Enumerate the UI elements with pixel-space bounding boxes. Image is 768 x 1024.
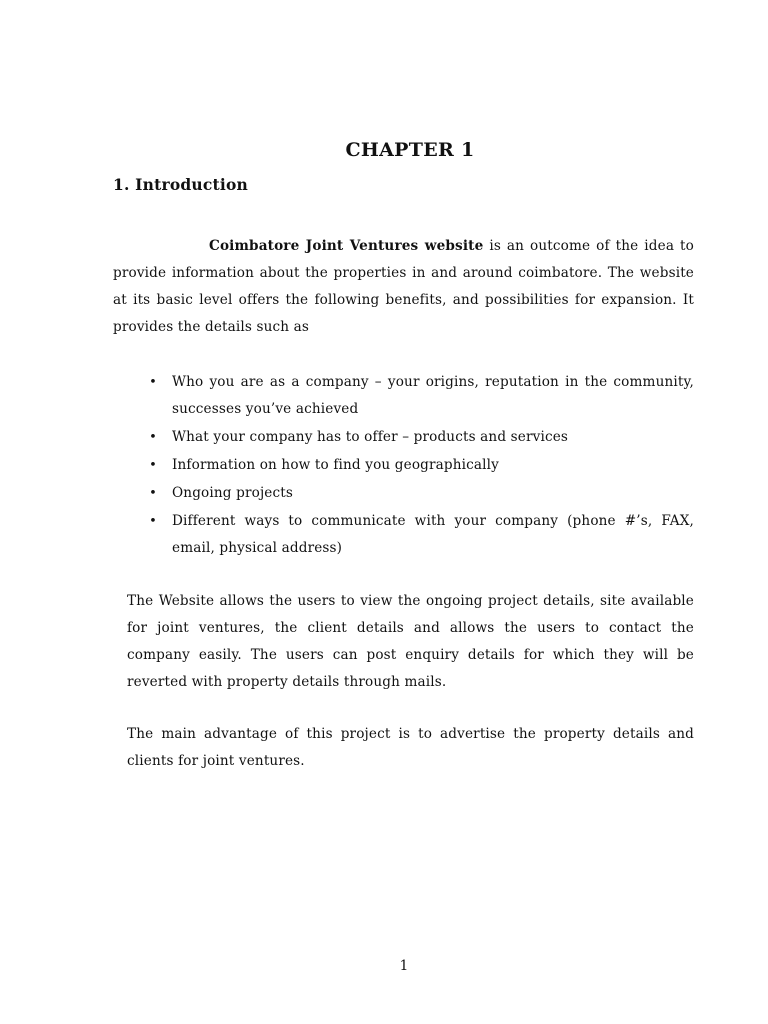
list-item xyxy=(148,369,694,423)
list-item-text: Ongoing projects xyxy=(172,485,294,501)
intro-text: is an outcome of the idea to provide information about the properties in and around coimbatore. The website at its basic level offers the following benefits, and possibilities for expansion. It provides the details such as xyxy=(113,238,694,335)
bullet-icon: • xyxy=(149,375,157,390)
list-item xyxy=(148,480,694,507)
section-heading: 1. Introduction xyxy=(113,175,248,194)
bullet-icon: • xyxy=(149,458,157,473)
bullet-icon: • xyxy=(149,430,157,445)
bullet-icon: • xyxy=(149,514,157,529)
list-item-text: Information on how to find you geographically xyxy=(172,457,500,473)
intro-bold-lead: Coimbatore Joint Ventures website xyxy=(209,238,484,254)
list-item xyxy=(148,452,694,479)
intro-paragraph xyxy=(113,233,694,341)
list-item-text: Different ways to communicate with your company (phone #’s, FAX, email, physical address) xyxy=(172,513,694,556)
benefits-list xyxy=(148,369,694,563)
list-item xyxy=(148,508,694,562)
list-item-text: What your company has to offer – products and services xyxy=(172,429,569,445)
chapter-title: CHAPTER 1 xyxy=(345,139,475,161)
list-item-text: Who you are as a company – your origins, reputation in the community, successes you’ve achieved xyxy=(172,374,694,417)
list-item xyxy=(148,424,694,451)
website-paragraph: The Website allows the users to view the ongoing project details, site available for joint ventures, the client details and allows the users to contact the company easily. The users can post enquiry details for which they will be reverted with property details through mails. xyxy=(127,593,694,690)
bullet-icon: • xyxy=(149,486,157,501)
page-number: 1 xyxy=(399,958,409,974)
advantage-paragraph: The main advantage of this project is to advertise the property details and clients for joint ventures. xyxy=(127,726,694,769)
